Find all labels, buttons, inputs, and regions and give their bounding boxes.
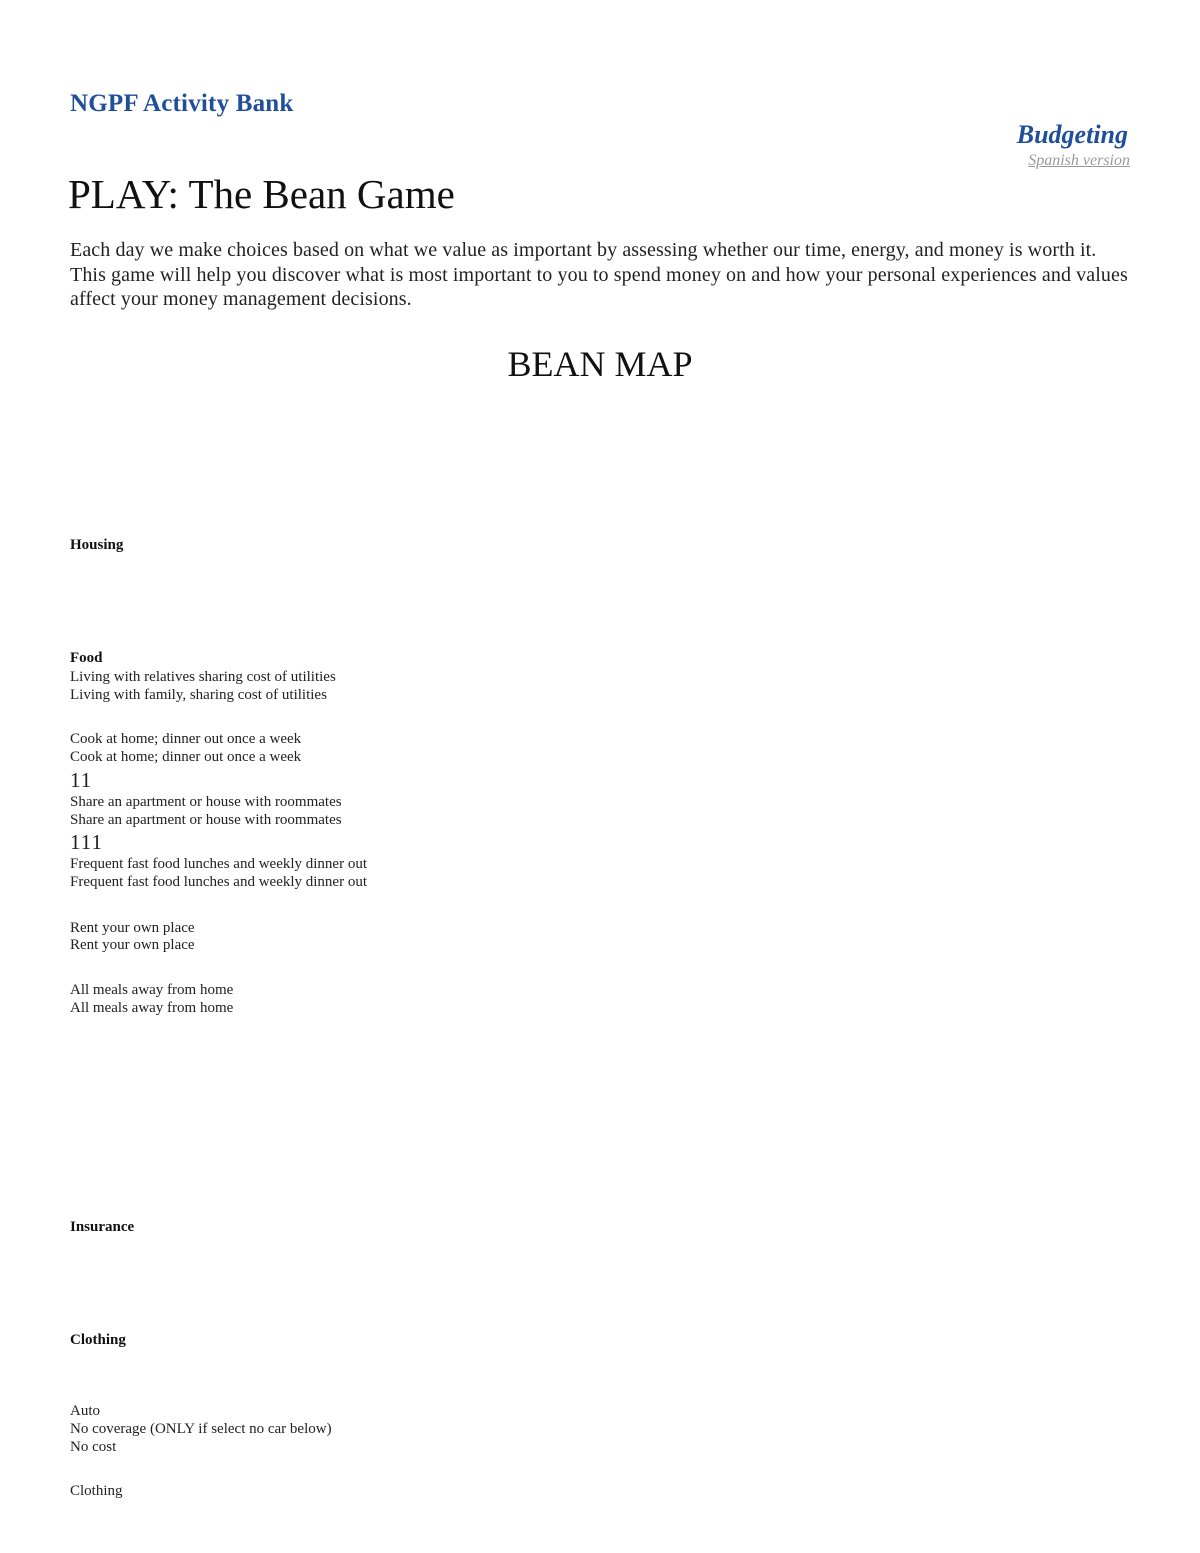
option-line: Frequent fast food lunches and weekly dinner out — [70, 874, 368, 890]
spanish-version-link[interactable]: Spanish version — [1028, 152, 1130, 169]
option-line: Rent your own place — [70, 937, 195, 953]
topic-label: Budgeting — [1016, 120, 1128, 149]
option-line: All meals away from home — [70, 982, 234, 998]
option-line: Auto — [70, 1403, 100, 1419]
option-line: Frequent fast food lunches and weekly dinner out — [70, 856, 368, 872]
category-clothing: Clothing — [70, 1332, 126, 1348]
option-line: All meals away from home — [70, 1000, 234, 1016]
option-line: Clothing — [70, 1483, 123, 1499]
brand-title: NGPF Activity Bank — [70, 90, 294, 117]
option-line: No coverage (ONLY if select no car below) — [70, 1421, 332, 1437]
option-line: Cook at home; dinner out once a week — [70, 731, 302, 747]
category-insurance: Insurance — [70, 1219, 135, 1235]
option-line: Share an apartment or house with roommates — [70, 812, 342, 828]
option-line: No cost — [70, 1439, 117, 1455]
option-line: Cook at home; dinner out once a week — [70, 749, 302, 765]
option-line: Share an apartment or house with roommates — [70, 794, 342, 810]
page-title: PLAY: The Bean Game — [68, 171, 455, 217]
option-line: Rent your own place — [70, 920, 195, 936]
category-food: Food — [70, 650, 103, 666]
bean-count-marker: 111 — [70, 830, 103, 854]
bean-count-marker: 11 — [70, 768, 93, 792]
category-housing: Housing — [70, 537, 124, 553]
bean-map-heading: BEAN MAP — [507, 344, 693, 384]
option-line: Living with family, sharing cost of utilities — [70, 687, 327, 703]
option-line: Living with relatives sharing cost of utilities — [70, 669, 336, 685]
intro-paragraph: Each day we make choices based on what we value as important by assessing whether our time, energy, and money is worth it. This game will help you discover what is most important to you to spend money on and how your personal experiences and values affect your money management decisions. — [70, 239, 1128, 310]
